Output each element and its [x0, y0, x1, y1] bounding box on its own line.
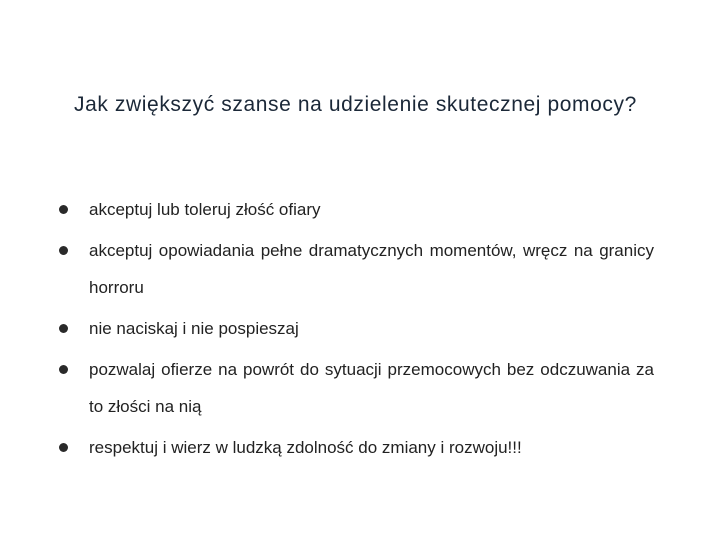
bullet-icon — [59, 205, 68, 214]
bullet-icon — [59, 324, 68, 333]
list-item-text: akceptuj opowiadania pełne dramatycznych momentów, wręcz na granicy horroru — [89, 241, 654, 297]
bullet-list — [56, 191, 654, 470]
list-item — [56, 429, 654, 466]
bullet-icon — [59, 443, 68, 452]
bullet-icon — [59, 365, 68, 374]
slide-title: Jak zwiększyć szanse na udzielenie skutecznej pomocy? — [74, 93, 637, 116]
list-item — [56, 351, 654, 425]
list-item-text: akceptuj lub toleruj złość ofiary — [89, 200, 321, 219]
list-item-text: nie naciskaj i nie pospieszaj — [89, 319, 299, 338]
bullet-icon — [59, 246, 68, 255]
list-item — [56, 191, 654, 228]
list-item-text: pozwalaj ofierze na powrót do sytuacji przemocowych bez odczuwania za to złości na nią — [89, 360, 654, 416]
list-item — [56, 310, 654, 347]
list-item-text: respektuj i wierz w ludzką zdolność do zmiany i rozwoju!!! — [89, 438, 522, 457]
list-item — [56, 232, 654, 306]
